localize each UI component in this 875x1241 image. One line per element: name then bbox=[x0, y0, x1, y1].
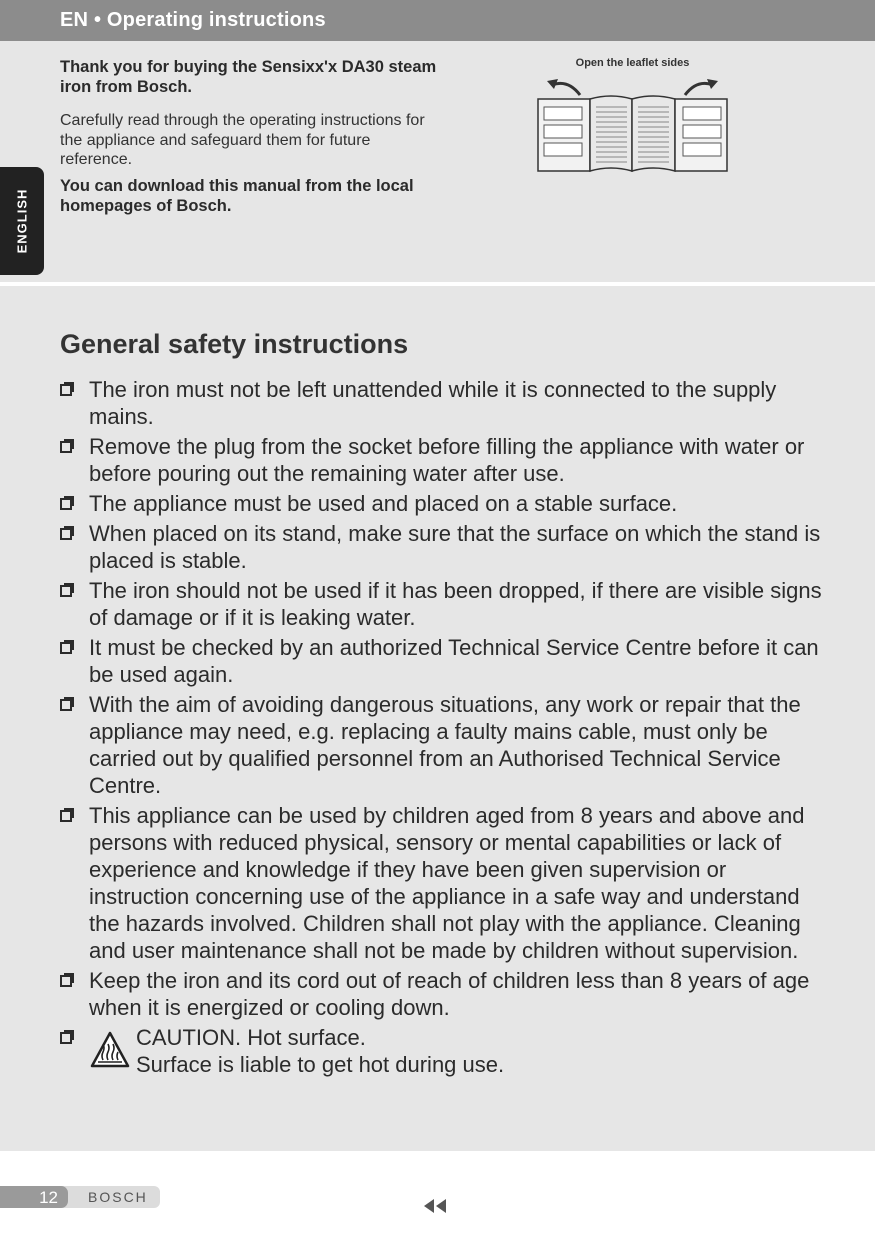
checkbox-icon bbox=[60, 975, 72, 987]
page-number: 12 bbox=[39, 1188, 58, 1207]
list-item-text: This appliance can be used by children aged from 8 years and above and persons with reduced physical, sensory or mental capabilities or lack of experience and knowledge if they have been given supervision or instruction concerning use of the appliance in a safe way and understand the hazards involved. Children shall not play with the appliance. Cleaning and user maintenance shall not be made by children without supervision. bbox=[89, 803, 805, 963]
language-tab-label: ENGLISH bbox=[14, 188, 30, 254]
checkbox-icon bbox=[60, 498, 72, 510]
list-item-text: Keep the iron and its cord out of reach of children less than 8 years of age when it is energized or cooling down. bbox=[89, 968, 810, 1020]
list-item-text: The iron must not be left unattended while it is connected to the supply mains. bbox=[89, 377, 777, 429]
list-item bbox=[60, 967, 830, 1021]
checkbox-icon bbox=[60, 441, 72, 453]
list-item-text: With the aim of avoiding dangerous situations, any work or repair that the appliance may need, e.g. replacing a faulty mains cable, must only be carried out by qualified personnel from an Authorised Technical Service Centre. bbox=[89, 692, 801, 798]
checkbox-icon bbox=[60, 528, 72, 540]
language-tab[interactable] bbox=[0, 167, 44, 275]
hot-surface-warning-icon bbox=[89, 1030, 131, 1070]
checkbox-icon bbox=[60, 384, 72, 396]
list-item-text: Remove the plug from the socket before filling the appliance with water or before pouring out the remaining water after use. bbox=[89, 434, 805, 486]
caution-title: CAUTION. Hot surface. bbox=[136, 1025, 366, 1050]
list-item bbox=[60, 802, 830, 964]
checkbox-icon bbox=[60, 585, 72, 597]
leaflet-caption: Open the leaflet sides bbox=[575, 57, 690, 69]
page-number-box bbox=[0, 1186, 68, 1208]
list-item bbox=[60, 577, 830, 631]
intro-heading: Thank you for buying the Sensixx'x DA30 steam iron from Bosch. bbox=[60, 58, 437, 96]
checkbox-icon bbox=[60, 642, 72, 654]
double-left-arrow-icon[interactable] bbox=[424, 1199, 448, 1213]
list-item-text: It must be checked by an authorized Technical Service Centre before it can be used again. bbox=[89, 635, 819, 687]
list-item-text: When placed on its stand, make sure that the surface on which the stand is placed is stable. bbox=[89, 521, 821, 573]
checkbox-icon bbox=[60, 699, 72, 711]
caution-item bbox=[60, 1024, 830, 1078]
header-bar bbox=[0, 0, 875, 41]
section-title: General safety instructions bbox=[60, 329, 409, 359]
list-item-text: The iron should not be used if it has been dropped, if there are visible signs of damage or if it is leaking water. bbox=[89, 578, 822, 630]
list-item bbox=[60, 490, 830, 517]
brand-name: BOSCH bbox=[88, 1189, 148, 1205]
list-item bbox=[60, 376, 830, 430]
download-note: You can download this manual from the local homepages of Bosch. bbox=[60, 176, 414, 215]
safety-list bbox=[60, 376, 830, 1081]
open-leaflet-icon bbox=[530, 55, 735, 185]
intro-text bbox=[60, 57, 440, 216]
list-item bbox=[60, 691, 830, 799]
list-item bbox=[60, 433, 830, 487]
list-item-text: The appliance must be used and placed on a stable surface. bbox=[89, 491, 678, 516]
intro-body: Carefully read through the operating instructions for the appliance and safeguard them for future reference. bbox=[60, 112, 425, 168]
header-title: EN • Operating instructions bbox=[60, 9, 326, 31]
caution-text: Surface is liable to get hot during use. bbox=[136, 1052, 505, 1077]
list-item bbox=[60, 520, 830, 574]
checkbox-icon bbox=[60, 810, 72, 822]
checkbox-icon bbox=[60, 1032, 72, 1044]
list-item bbox=[60, 634, 830, 688]
leaflet-illustration bbox=[530, 55, 735, 185]
